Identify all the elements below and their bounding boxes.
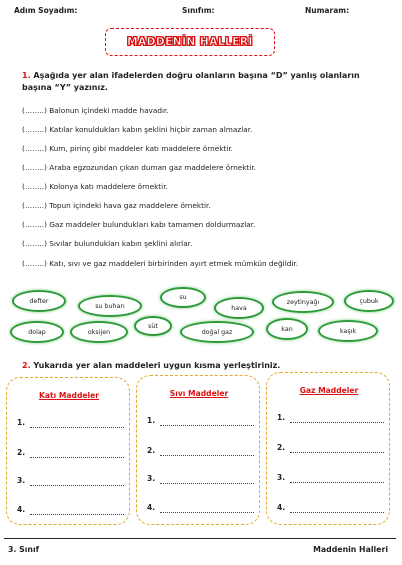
gases-row-1 [277,413,385,425]
answer-line[interactable] [290,422,384,423]
answer-line[interactable] [160,425,254,426]
statement-9: (……..) Katı, sıvı ve gaz maddeleri birbirinden ayırt etmek mümkün değildir. [22,259,299,268]
class-label: Sınıfım: [182,6,215,15]
footer-topic: Maddenin Halleri [313,545,388,554]
row-number: 4. [17,505,26,514]
answer-line[interactable] [160,512,254,513]
row-number: 3. [147,474,156,483]
solids-row-4 [17,505,125,517]
row-number: 3. [17,476,26,485]
liquids-row-1 [147,416,255,428]
footer-divider [4,538,396,539]
gases-title: Gaz Maddeler [299,386,359,395]
question-1 [22,70,382,94]
name-label: Adım Soyadım: [14,6,78,15]
question-2 [22,360,382,372]
row-number: 4. [147,503,156,512]
liquids-title: Sıvı Maddeler [169,389,229,398]
page-title: MADDENİN HALLERİ [127,36,253,48]
word-bubble-cubuk: çubuk [344,290,394,312]
footer-grade: 3. Sınıf [8,545,40,554]
answer-line[interactable] [30,427,124,428]
question-2-text: Yukarıda yer alan maddeleri uygun kısma yerleştiriniz. [33,361,281,370]
word-bubble-kan: kan [266,318,308,340]
statement-3: (……..) Kum, pirinç gibi maddeler katı maddelere örnektir. [22,144,233,153]
statement-6: (……..) Topun içindeki hava gaz maddelere örnektir. [22,201,211,210]
number-label: Numaram: [305,6,350,15]
row-number: 4. [277,503,286,512]
solids-row-3 [17,476,125,488]
word-bubble-defter: defter [12,290,66,312]
row-number: 2. [147,446,156,455]
answer-line[interactable] [160,455,254,456]
question-2-number: 2. [22,361,31,370]
liquids-box [136,375,260,525]
row-number: 1. [17,418,26,427]
solids-box [6,377,130,525]
word-bubble-oksijen: oksijen [70,321,128,343]
row-number: 2. [277,443,286,452]
answer-line[interactable] [290,452,384,453]
word-bubble-dolap: dolap [10,321,64,343]
question-1-number: 1. [22,71,31,80]
statement-4: (……..) Araba egzozundan çıkan duman gaz maddelere örnektir. [22,163,256,172]
answer-line[interactable] [290,512,384,513]
question-1-text-line2: başına “Y” yazınız. [22,83,108,92]
statement-8: (……..) Sıvılar bulundukları kabın şeklini alırlar. [22,239,193,248]
solids-row-2 [17,448,125,460]
row-number: 2. [17,448,26,457]
word-bubble-su: su [160,287,206,308]
word-bubble-kasik: kaşık [318,320,378,342]
word-bubble-hava: hava [214,297,264,319]
liquids-row-2 [147,446,255,458]
solids-row-1 [17,418,125,430]
gases-box [266,372,390,525]
word-bubble-su-buhari: su buharı [78,295,142,317]
gases-row-3 [277,473,385,485]
statement-2: (……..) Katılar konuldukları kabın şeklini hiçbir zaman almazlar. [22,125,253,134]
statement-7: (……..) Gaz maddeler bulundukları kabı tamamen doldurmazlar. [22,220,256,229]
title-box [105,28,275,56]
liquids-row-4 [147,503,255,515]
gases-row-2 [277,443,385,455]
question-1-text-line1: Aşağıda yer alan ifadelerden doğru olanların başına “D” yanlış olanların [33,71,360,80]
word-bubble-zeytinyagi: zeytinyağı [272,291,334,313]
answer-line[interactable] [30,485,124,486]
row-number: 1. [147,416,156,425]
liquids-row-3 [147,474,255,486]
statement-1: (……..) Balonun içindeki madde havadır. [22,106,169,115]
gases-row-4 [277,503,385,515]
statement-5: (……..) Kolonya katı maddelere örnektir. [22,182,168,191]
answer-line[interactable] [160,483,254,484]
row-number: 3. [277,473,286,482]
solids-title: Katı Maddeler [38,391,100,400]
word-bubble-sut: süt [134,316,172,336]
answer-line[interactable] [30,514,124,515]
answer-line[interactable] [290,482,384,483]
word-bubble-dogal-gaz: doğal gaz [180,321,254,343]
row-number: 1. [277,413,286,422]
answer-line[interactable] [30,457,124,458]
